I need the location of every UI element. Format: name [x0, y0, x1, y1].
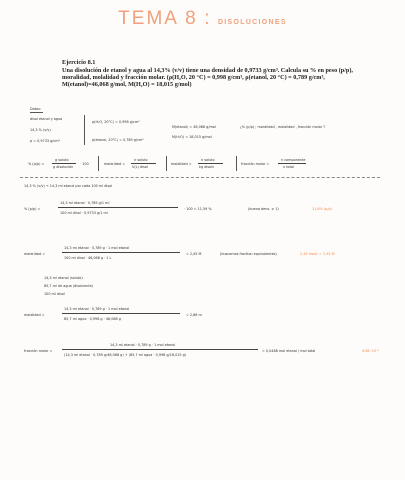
- title-separator: :: [204, 8, 212, 29]
- datos-line-2: 14,3 % (v/v): [30, 128, 51, 132]
- line-vv-meaning: 14,3 % (v/v) → 14,3 ml etanol por cada 100 ml disol: [24, 184, 113, 188]
- molalidad-calc-mid: = 2,86 m: [186, 313, 202, 317]
- formula-molaridad-den: V(L) disol: [132, 165, 148, 169]
- step-c: 100 ml disol: [44, 292, 65, 296]
- formula-molalidad-label: molalidad =: [171, 162, 192, 166]
- pp-result: 11,6% (p/p): [312, 207, 332, 211]
- molaridad-result: 2,45 mol/L = 2,45 M: [300, 252, 335, 256]
- formula-pp-den: g disolución: [53, 165, 74, 169]
- molaridad-calc-mid: = 2,45 M: [186, 252, 202, 256]
- molalidad-calc-den: 85,7 ml agua · 0,998 g · 46,068 g: [64, 317, 121, 321]
- pp-note: (buena dens. ≠ 1): [248, 207, 279, 211]
- title-main: TEMA 8: [118, 8, 198, 29]
- datos-label: Datos:: [30, 107, 42, 111]
- formula-molalidad-num: n soluto: [201, 158, 215, 162]
- page-title: [0, 8, 405, 30]
- step-b: 85,7 ml de agua (disolvente): [44, 284, 93, 288]
- molalidad-calc-label: molalidad =: [24, 313, 45, 317]
- formula-pp-tail: · 100: [80, 162, 89, 166]
- formula-fraccion-label: fracción molar =: [241, 162, 270, 166]
- exercise-statement: Una disolución de etanol y agua al 14,3% (v/v) tiene una densidad de 0,9733 g/cm³. Calcula su % en peso (p/p), moralidad, molalidad y fracción molar. (ρ(H₂O, 20 °C) = 0,998 g/cm³, ρ(etanol, 20 °C) = 0,789 g/cm³, M(etanol)=46,068 g/mol, M(H₂O) = 18,015 g/mol): [62, 67, 353, 89]
- datos-line-1: disol etanol y agua: [30, 117, 63, 121]
- title-subtitle: DISOLUCIONES: [217, 19, 287, 26]
- formula-pp-num: g soluto: [55, 158, 69, 162]
- fraccion-calc-label: fracción molar =: [24, 349, 53, 353]
- formula-molalidad-den: kg disolv: [199, 165, 215, 169]
- formula-pp-label: % (p/p) =: [28, 162, 45, 166]
- molaridad-calc-label: molaridad =: [24, 252, 46, 256]
- density-ethanol: ρ(etanol, 20°C) = 0,789 g/cm³: [92, 138, 144, 142]
- step-a: 14,3 ml etanol (soluto): [44, 276, 83, 280]
- molaridad-calc-den: 100 ml disol · 46,068 g · 1 L: [64, 256, 112, 260]
- datos-line-3: ρ = 0,9733 g/cm³: [30, 139, 60, 143]
- fraccion-calc-num: 14,3 ml etanol · 0,789 g · 1 mol etanol: [110, 343, 176, 347]
- fraccion-calc-den: (14,3 ml etanol · 0,789 g/46,068 g) + (85,7 ml agua · 0,998 g/18,015 g): [64, 353, 187, 357]
- formula-fraccion-num: n componente: [281, 158, 306, 162]
- fraccion-result: 4,88 ·10⁻²: [362, 349, 380, 353]
- formula-molaridad-num: n soluto: [134, 158, 148, 162]
- exercise-heading: Ejercicio 8.1: [62, 59, 96, 66]
- molalidad-calc-num: 14,3 ml etanol · 0,789 g · 1 mol etanol: [64, 307, 130, 311]
- density-water: ρ(H₂O, 20°C) = 0,998 g/cm³: [92, 120, 140, 124]
- molaridad-calc-num: 14,3 ml etanol · 0,789 g · 1 mol etanol: [64, 246, 130, 250]
- molaridad-note: (buscamos fraction equivalentes): [220, 252, 277, 256]
- molar-water: M(H₂O) = 18,015 g/mol: [172, 135, 212, 139]
- pp-calc-label: % (p/p) =: [24, 207, 41, 211]
- pp-calc-den: 100 ml disol · 0,9733 g/1 ml: [60, 211, 108, 215]
- fraccion-calc-mid: = 0,0488 mol etanol / mol total: [262, 349, 316, 353]
- pp-calc-num: 14,3 ml etanol · 0,789 g/1 ml: [60, 201, 110, 205]
- formula-molaridad-label: molaridad =: [104, 162, 126, 166]
- asked-quantities: ¿% (p/p) ; moralidad , molalidad , fracción molar ?: [240, 125, 326, 129]
- pp-calc-mid: · 100 = 11,59 %: [184, 207, 212, 211]
- formula-fraccion-den: n total: [283, 165, 294, 169]
- molar-ethanol: M(etanol) = 46,068 g/mol: [172, 125, 216, 129]
